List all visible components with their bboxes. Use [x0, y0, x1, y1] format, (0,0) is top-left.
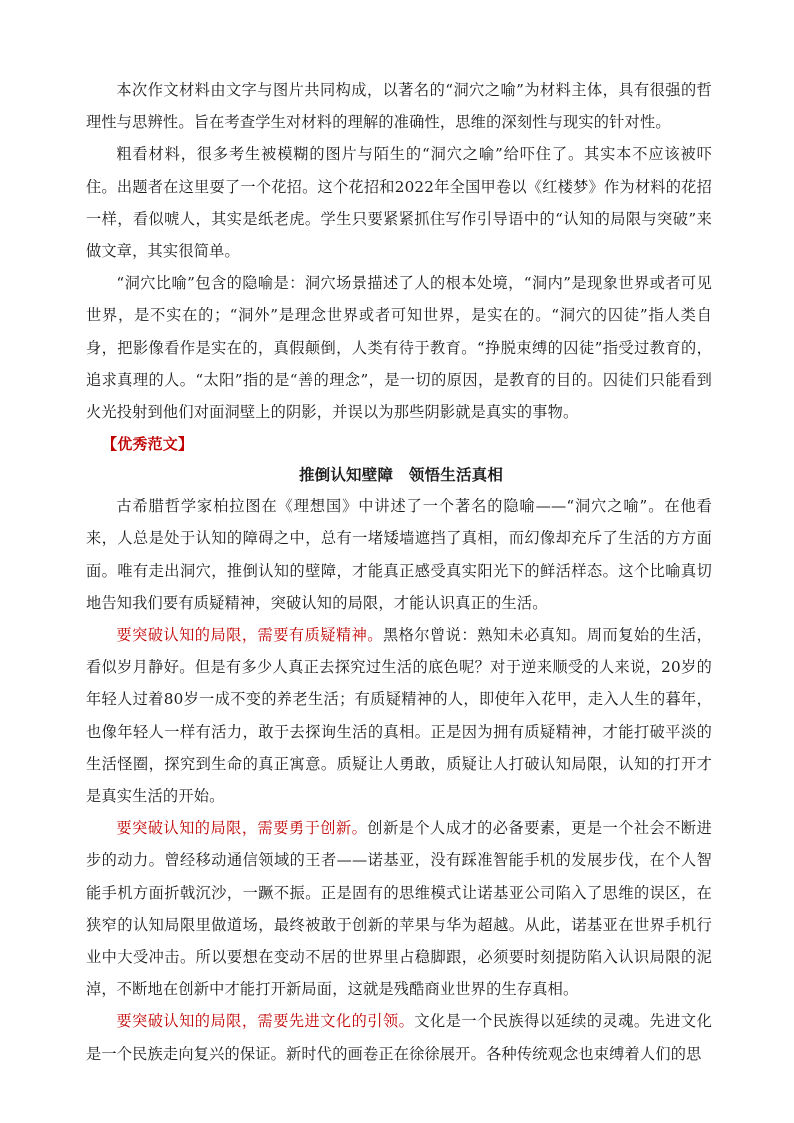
analysis-paragraph-1: 本次作文材料由文字与图片共同构成，以著名的“洞穴之喻”为材料主体，具有很强的哲理性与思辨性。旨在考查学生对材料的理解的准确性，思维的深刻性与现实的针对性。: [86, 81, 712, 132]
analysis-paragraph-3: “洞穴比喻”包含的隐喻是：洞穴场景描述了人的根本处境，“洞内”是现象世界或者可见世界，是不实在的；“洞外”是理念世界或者可知世界，是实在的。“洞穴的囚徒”指人类自身，把影像看作是实在的，真假颠倒，人类有待于教育。“挣脱束缚的囚徒”指受过教育的，追求真理的人。“太阳”指的是“善的理念”，是一切的原因，是教育的目的。囚徒们只能看到火光投射到他们对面洞壁上的阴影，并误以为那些阴影就是真实的事物。: [86, 274, 712, 422]
essay-point-2-body: 创新是个人成才的必备要素，更是一个社会不断进步的动力。曾经移动通信领域的王者——诺基亚，没有踩准智能手机的发展步伐，在个人智能手机方面折戟沉沙，一蹶不振。正是固有的思维模式让诺基亚公司陷入了思维的误区，在狭窄的认知局限里做道场，最终被敢于创新的苹果与华为超越。从此，诺基亚在世界手机行业中大受冲击。所以要想在变动不居的世界里占稳脚跟，必须要时刻提防陷入认识局限的泥淖，不断地在创新中才能打开新局面，这就是残酷商业世界的生存真相。: [86, 819, 712, 999]
essay-point-2: [86, 812, 712, 1005]
essay-point-3-lead: 要突破认知的局限，需要先进文化的引领。: [116, 1012, 415, 1031]
essay-point-3-body: 文化是一个民族得以延续的灵魂。先进文化是一个民族走向复兴的保证。新时代的画卷正在徐徐展开。各种传统观念也束缚着人们的思: [86, 1012, 712, 1063]
essay-point-3: [86, 1005, 712, 1069]
section-tag: 【优秀范文】: [102, 435, 194, 454]
essay-point-2-lead: 要突破认知的局限，需要勇于创新。: [116, 819, 368, 838]
essay-intro: 古希腊哲学家柏拉图在《理想国》中讲述了一个著名的隐喻——“洞穴之喻”。在他看来，人总是处于认知的障碍之中，总有一堵矮墙遮挡了真相，而幻像却充斥了生活的方方面面。唯有走出洞穴，推倒认知的壁障，才能真正感受真实阳光下的鲜活样态。这个比喻真切地告知我们要有质疑精神，突破认知的局限，才能认识真正的生活。: [86, 497, 712, 612]
essay-point-1-body: 黑格尔曾说：熟知未必真知。周而复始的生活，看似岁月静好。但是有多少人真正去探究过生活的底色呢？对于逆来顺受的人来说，20岁的年轻人过着80岁一成不变的养老生活；有质疑精神的人，即使年入花甲，走入人生的暮年，也像年轻人一样有活力，敢于去探询生活的真相。正是因为拥有质疑精神，才能打破平淡的生活怪圈，探究到生命的真正寓意。质疑让人勇敢，质疑让人打破认知局限，认知的打开才是真实生活的开始。: [86, 626, 713, 806]
essay-point-1-lead: 要突破认知的局限，需要有质疑精神。: [116, 626, 383, 645]
analysis-paragraph-2: 粗看材料，很多考生被模糊的图片与陌生的“洞穴之喻”给吓住了。其实本不应该被吓住。出题者在这里耍了一个花招。这个花招和2022年全国甲卷以《红楼梦》作为材料的花招一样，看似唬人，其实是纸老虎。学生只要紧紧抓住写作引导语中的“认知的局限与突破”来做文章，其实很简单。: [86, 145, 712, 261]
essay-point-1: [86, 619, 712, 812]
essay-title: 推倒认知壁障 领悟生活真相: [298, 466, 504, 485]
